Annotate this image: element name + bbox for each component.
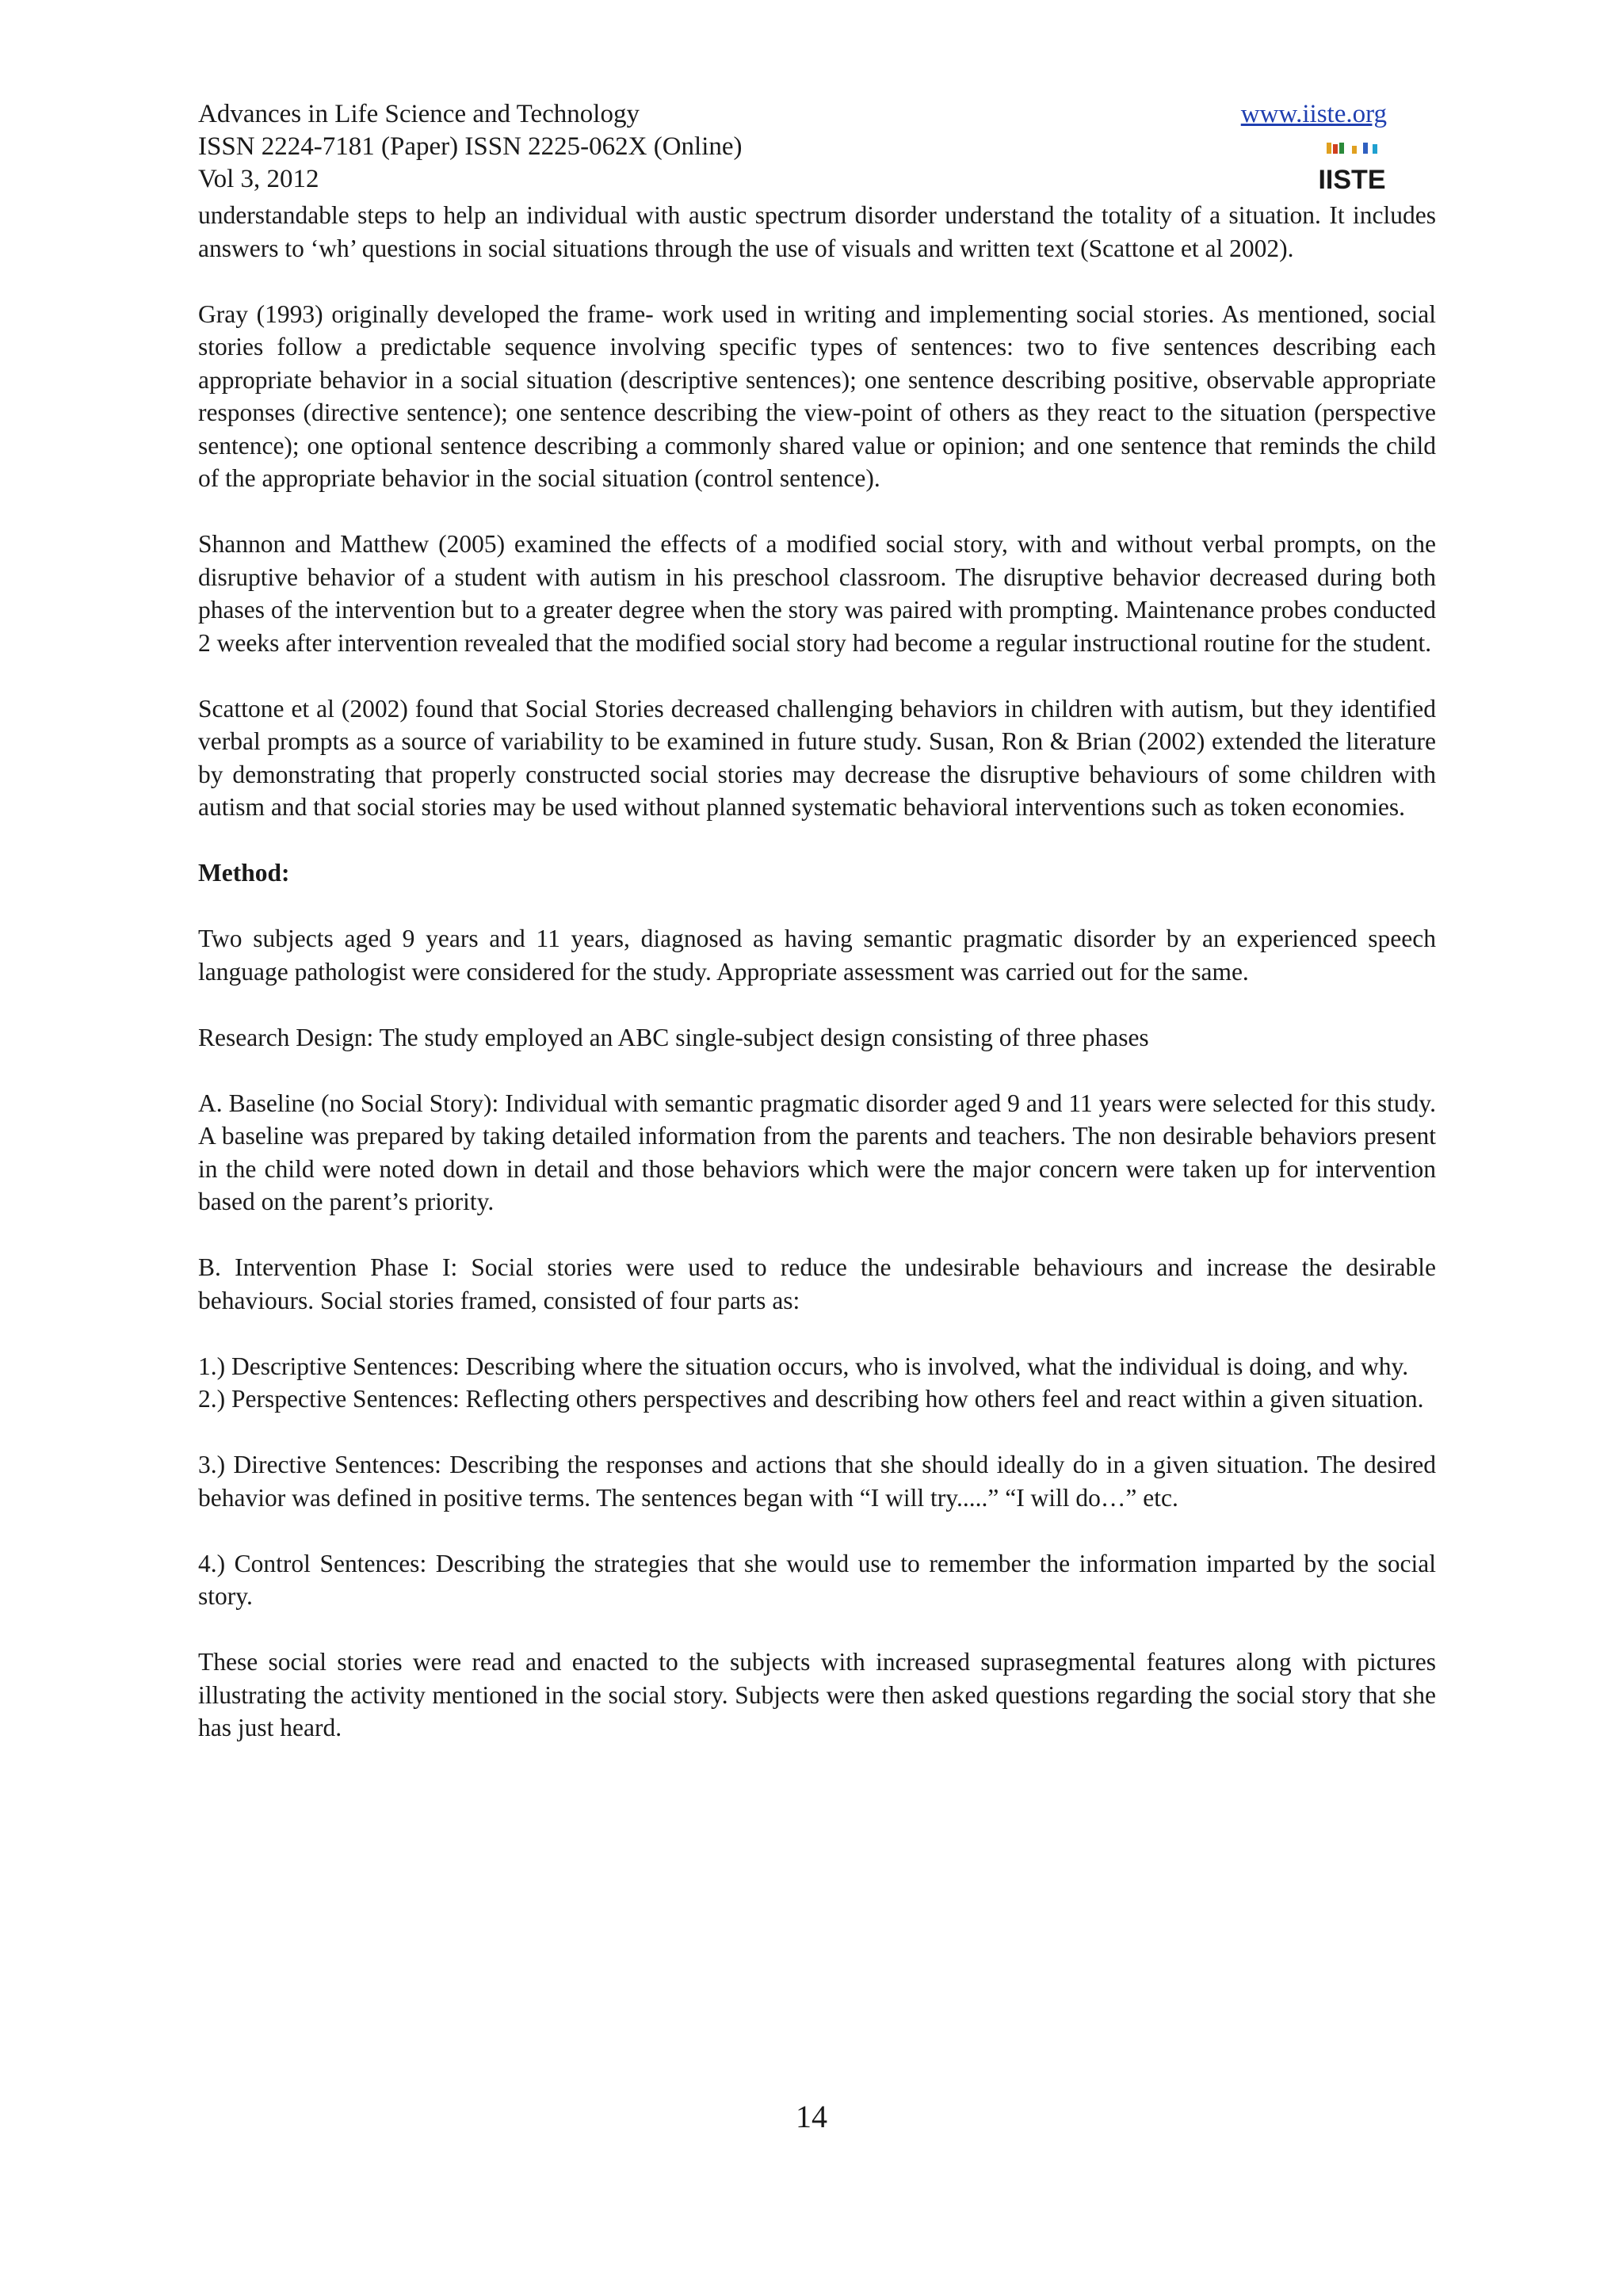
paragraph-enactment: These social stories were read and enacted to the subjects with increased suprasegmental features along with pictures illustrating the activity mentioned in the social story. Subjects were then asked questions regarding the social story that she has just heard. bbox=[198, 1648, 1436, 1741]
paragraph-gray-framework: Gray (1993) originally developed the frame- work used in writing and implementing social stories. As mentioned, social stories follow a predictable sequence involving specific types of sentences: two to five sentences describing each appropriate behavior in a social situation (descriptive sentences); one sentence describing positive, observable appropriate responses (directive sentence); one sentence describing the view-point of others as they react to the situation (perspective sentence); one optional sentence describing a commonly shared value or opinion; and one sentence that reminds the child of the appropriate behavior in the social situation (control sentence). bbox=[198, 299, 1436, 492]
paragraph-intro-continued: understandable steps to help an individual with austic spectrum disorder understand the totality of a situation. It includes answers to ‘wh’ questions in social situations through the use of visuals and written text (Scattone et al 2002). bbox=[198, 201, 1436, 262]
paragraph-baseline: A. Baseline (no Social Story): Individual with semantic pragmatic disorder aged 9 and 11 years were selected for this study. A baseline was prepared by taking detailed information from the parents and teachers. The non desirable behaviors present in the child were noted down in detail and those behaviors which were the major concern were taken up for intervention based on the parent’s priority. bbox=[198, 1089, 1436, 1215]
paragraph-scattone: Scattone et al (2002) found that Social Stories decreased challenging behaviors in children with autism, but they identified verbal prompts as a source of variability to be examined in future study. Susan, Ron & Brian (2002) extended the literature by demonstrating that properly constructed social stories may decrease the disruptive behaviours of some children with autism and that social stories may be used without planned systematic behavioral interventions such as token economies. bbox=[198, 694, 1436, 821]
list-item-descriptive: 1.) Descriptive Sentences: Describing where the situation occurs, who is involved, what the individual is doing, and why. bbox=[198, 1352, 1409, 1380]
journal-volume: Vol 3, 2012 bbox=[198, 165, 319, 193]
list-item-control: 4.) Control Sentences: Describing the strategies that she would use to remember the information imparted by the social story. bbox=[198, 1549, 1436, 1610]
page-header bbox=[198, 98, 1387, 196]
list-item-directive: 3.) Directive Sentences: Describing the responses and actions that she should ideally do in a given situation. The desired behavior was defined in positive terms. The sentences began with “I will try.....” “I will do…” etc. bbox=[198, 1451, 1436, 1512]
journal-title: Advances in Life Science and Technology bbox=[198, 100, 640, 128]
paragraph-subjects: Two subjects aged 9 years and 11 years, diagnosed as having semantic pragmatic disorder by an experienced speech language pathologist were considered for the study. Appropriate assessment was carried out for the same. bbox=[198, 925, 1436, 986]
list-item-perspective: 2.) Perspective Sentences: Reflecting others perspectives and describing how others feel and react within a given situation. bbox=[198, 1385, 1424, 1413]
paragraph-intervention-phase: B. Intervention Phase I: Social stories were used to reduce the undesirable behaviours and increase the desirable behaviours. Social stories framed, consisted of four parts as: bbox=[198, 1253, 1436, 1314]
article-body bbox=[198, 199, 1436, 1777]
paragraph-research-design: Research Design: The study employed an ABC single-subject design consisting of three phases bbox=[198, 1023, 1149, 1051]
journal-issn: ISSN 2224-7181 (Paper) ISSN 2225-062X (Online) bbox=[198, 132, 743, 161]
logo-text: IISTE bbox=[1318, 165, 1386, 195]
journal-url-link[interactable]: www.iiste.org bbox=[1240, 100, 1387, 128]
iiste-logo bbox=[1318, 141, 1386, 195]
page-number: 14 bbox=[796, 2099, 827, 2134]
paragraph-shannon-matthew: Shannon and Matthew (2005) examined the effects of a modified social story, with and without verbal prompts, on the disruptive behavior of a student with autism in his preschool classroom. The disruptive behavior decreased during both phases of the intervention but to a greater degree when the story was paired with prompting. Maintenance probes conducted 2 weeks after intervention revealed that the modified social story had become a regular instructional routine for the student. bbox=[198, 530, 1436, 657]
method-heading: Method: bbox=[198, 859, 290, 887]
